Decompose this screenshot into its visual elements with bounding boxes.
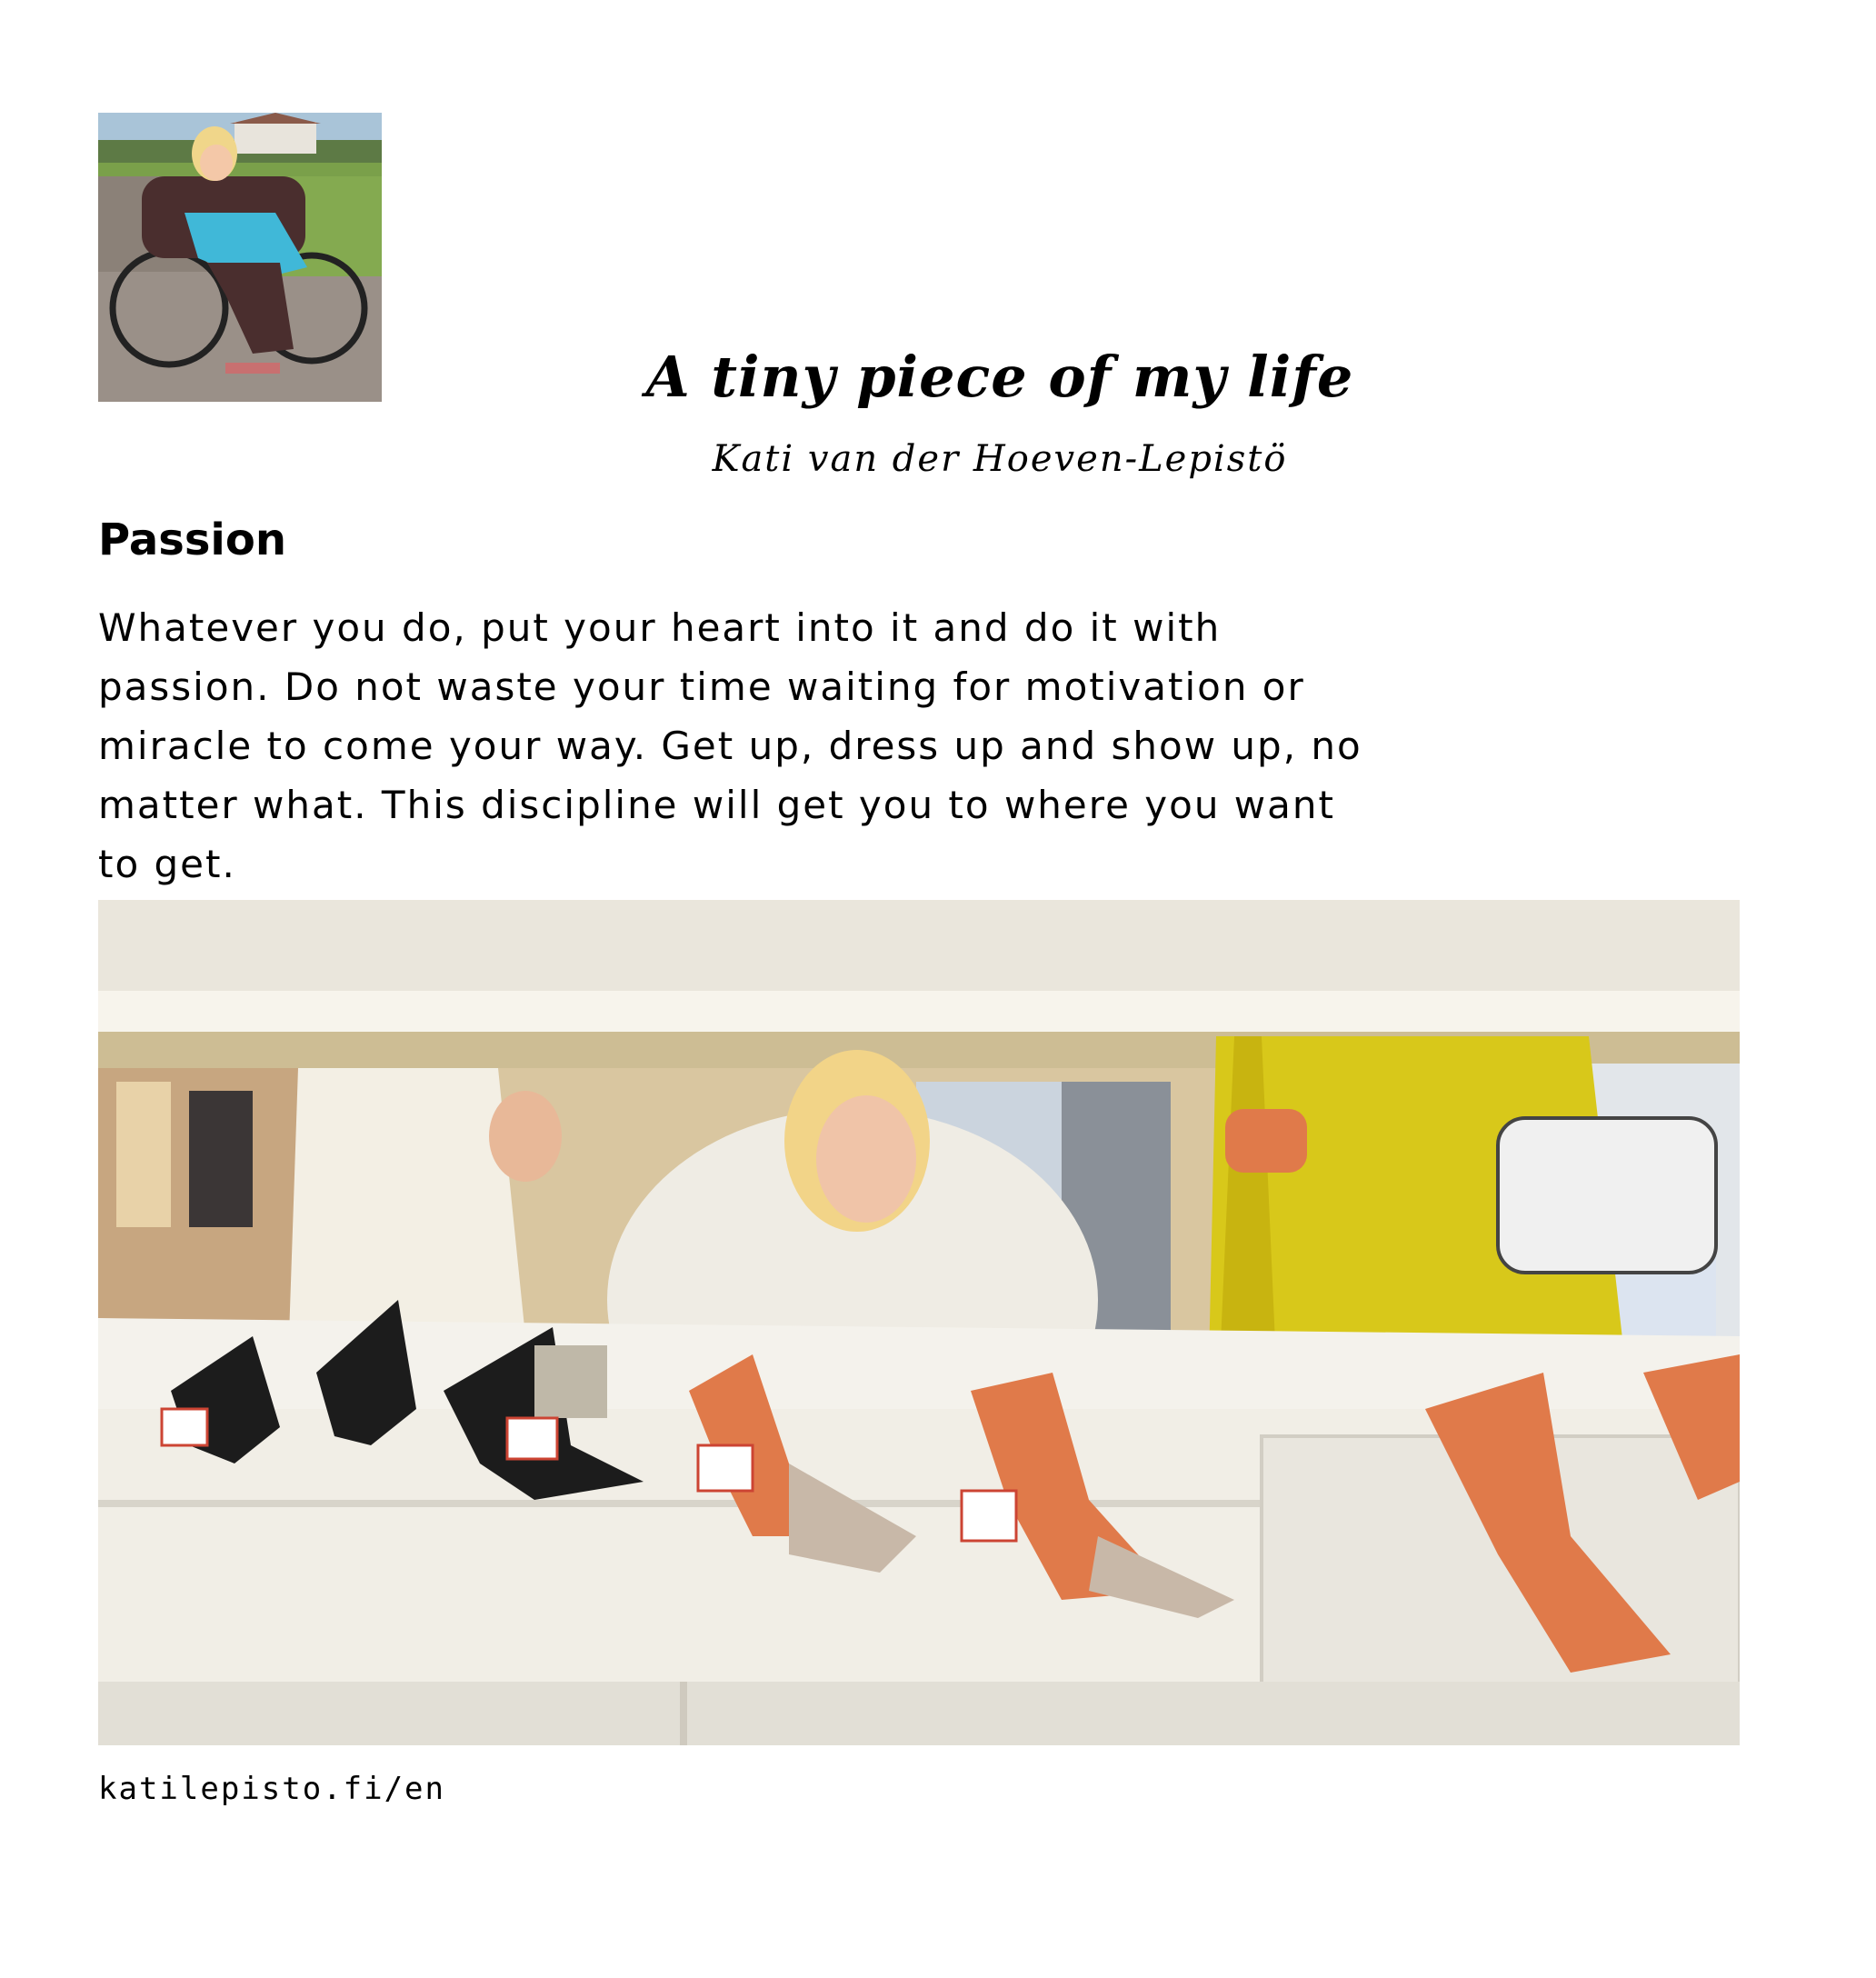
section-heading: Passion bbox=[98, 514, 287, 565]
page-title: A tiny piece of my life bbox=[645, 344, 1354, 410]
author-name: Kati van der Hoeven-Lepistö bbox=[712, 438, 1288, 480]
shoe-shop-photo bbox=[98, 900, 1740, 1745]
footer-url[interactable]: katilepisto.fi/en bbox=[98, 1771, 445, 1807]
portrait-photo bbox=[98, 113, 382, 402]
article-body bbox=[98, 598, 1716, 894]
body-line: to get. bbox=[98, 842, 236, 886]
body-line: matter what. This discipline will get you to where you want bbox=[98, 783, 1335, 827]
body-line: passion. Do not waste your time waiting for motivation or bbox=[98, 664, 1305, 709]
body-line: miracle to come your way. Get up, dress up and show up, no bbox=[98, 724, 1362, 768]
body-line: Whatever you do, put your heart into it and do it with bbox=[98, 605, 1222, 650]
